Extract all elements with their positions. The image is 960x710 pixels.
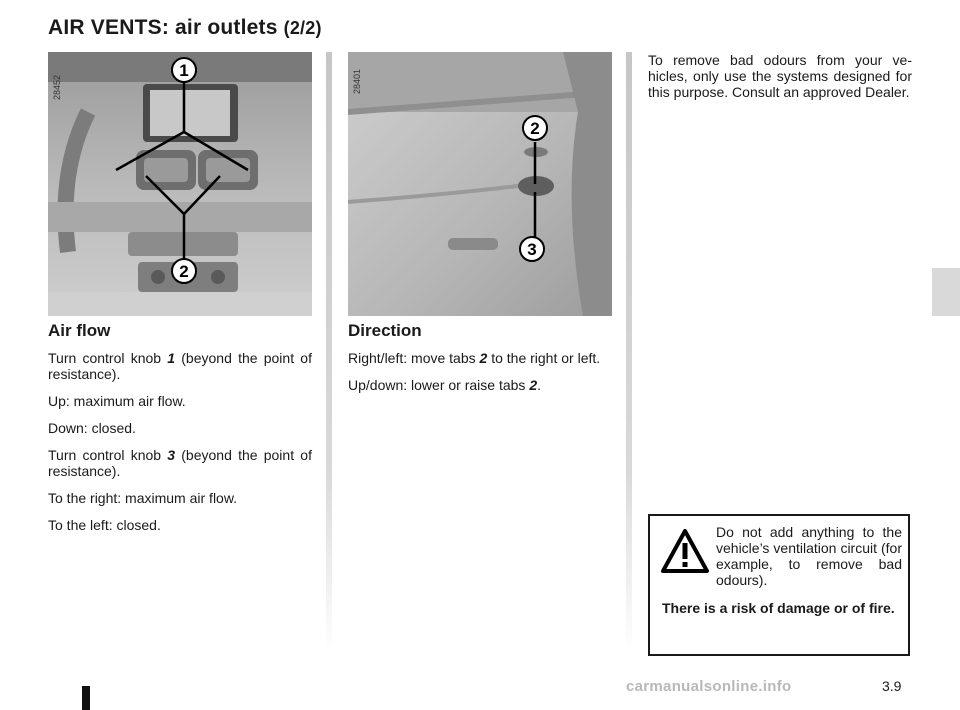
control-number: 2: [479, 350, 488, 366]
callout-1: [172, 58, 196, 82]
svg-text:1: 1: [179, 61, 189, 80]
text-run: Turn control knob: [48, 447, 168, 463]
direction-paragraph: [348, 350, 612, 366]
direction-body: [348, 350, 612, 404]
page-number: 3.9: [882, 678, 902, 694]
corner-crop-mark: [82, 686, 90, 710]
direction-paragraph: [348, 377, 612, 393]
airflow-paragraph: To the left: closed.: [48, 517, 161, 533]
warning-bold-text: There is a risk of damage or of fire.: [662, 600, 895, 616]
airflow-paragraph: To the right: maximum air flow.: [48, 490, 238, 506]
airflow-paragraph: Down: closed.: [48, 420, 136, 436]
callout-2: [172, 259, 196, 283]
text-run: to the right or left.: [487, 350, 601, 366]
control-number: 2: [529, 377, 538, 393]
page-title-main: AIR VENTS: air outlets: [48, 16, 278, 39]
warning-text: Do not add anything to the vehicle’s ventilation circuit (for example, to remove bad odours).: [716, 524, 902, 588]
svg-text:2: 2: [530, 119, 540, 138]
control-number: 3: [167, 447, 176, 463]
section-tab-marker: [932, 268, 960, 316]
airflow-paragraph: Up: maximum air flow.: [48, 393, 186, 409]
text-run: (beyond the point of resistance).: [48, 447, 312, 479]
warning-triangle-icon: [660, 528, 710, 574]
odours-note: [648, 52, 912, 111]
callout-2: [523, 116, 547, 140]
svg-text:2: 2: [179, 262, 189, 281]
warning-box: [648, 514, 910, 656]
text-run: (beyond the point of resistance).: [48, 350, 312, 382]
dashboard-illustration: [48, 52, 312, 316]
figure-ref-number: 28452: [52, 74, 62, 100]
svg-text:3: 3: [527, 240, 537, 259]
airflow-heading: Air flow: [48, 321, 111, 340]
control-number: 1: [167, 350, 176, 366]
column-separator: [326, 52, 332, 652]
column-separator: [626, 52, 632, 652]
airflow-paragraph: [48, 350, 312, 382]
odours-paragraph: To remove bad odours from your ve-hicles, only use the systems designed for this purpose. Consult an approved Dealer.: [648, 52, 912, 100]
text-run: Turn control knob: [48, 350, 168, 366]
figure-side-vent: [348, 52, 612, 316]
side-vent-illustration: [348, 52, 612, 316]
callout-3: [520, 237, 544, 261]
page-title: [48, 16, 322, 40]
text-run: Up/down: lower or raise tabs: [348, 377, 530, 393]
watermark: carmanualsonline.info: [626, 678, 792, 695]
airflow-body: [48, 350, 312, 544]
figure-dashboard-vents: [48, 52, 312, 316]
text-run: .: [537, 377, 541, 393]
text-run: Right/left: move tabs: [348, 350, 480, 366]
figure-ref-number: 28401: [352, 68, 362, 94]
direction-heading: Direction: [348, 321, 422, 340]
page-title-suffix: (2/2): [283, 18, 322, 38]
airflow-paragraph: [48, 447, 312, 479]
